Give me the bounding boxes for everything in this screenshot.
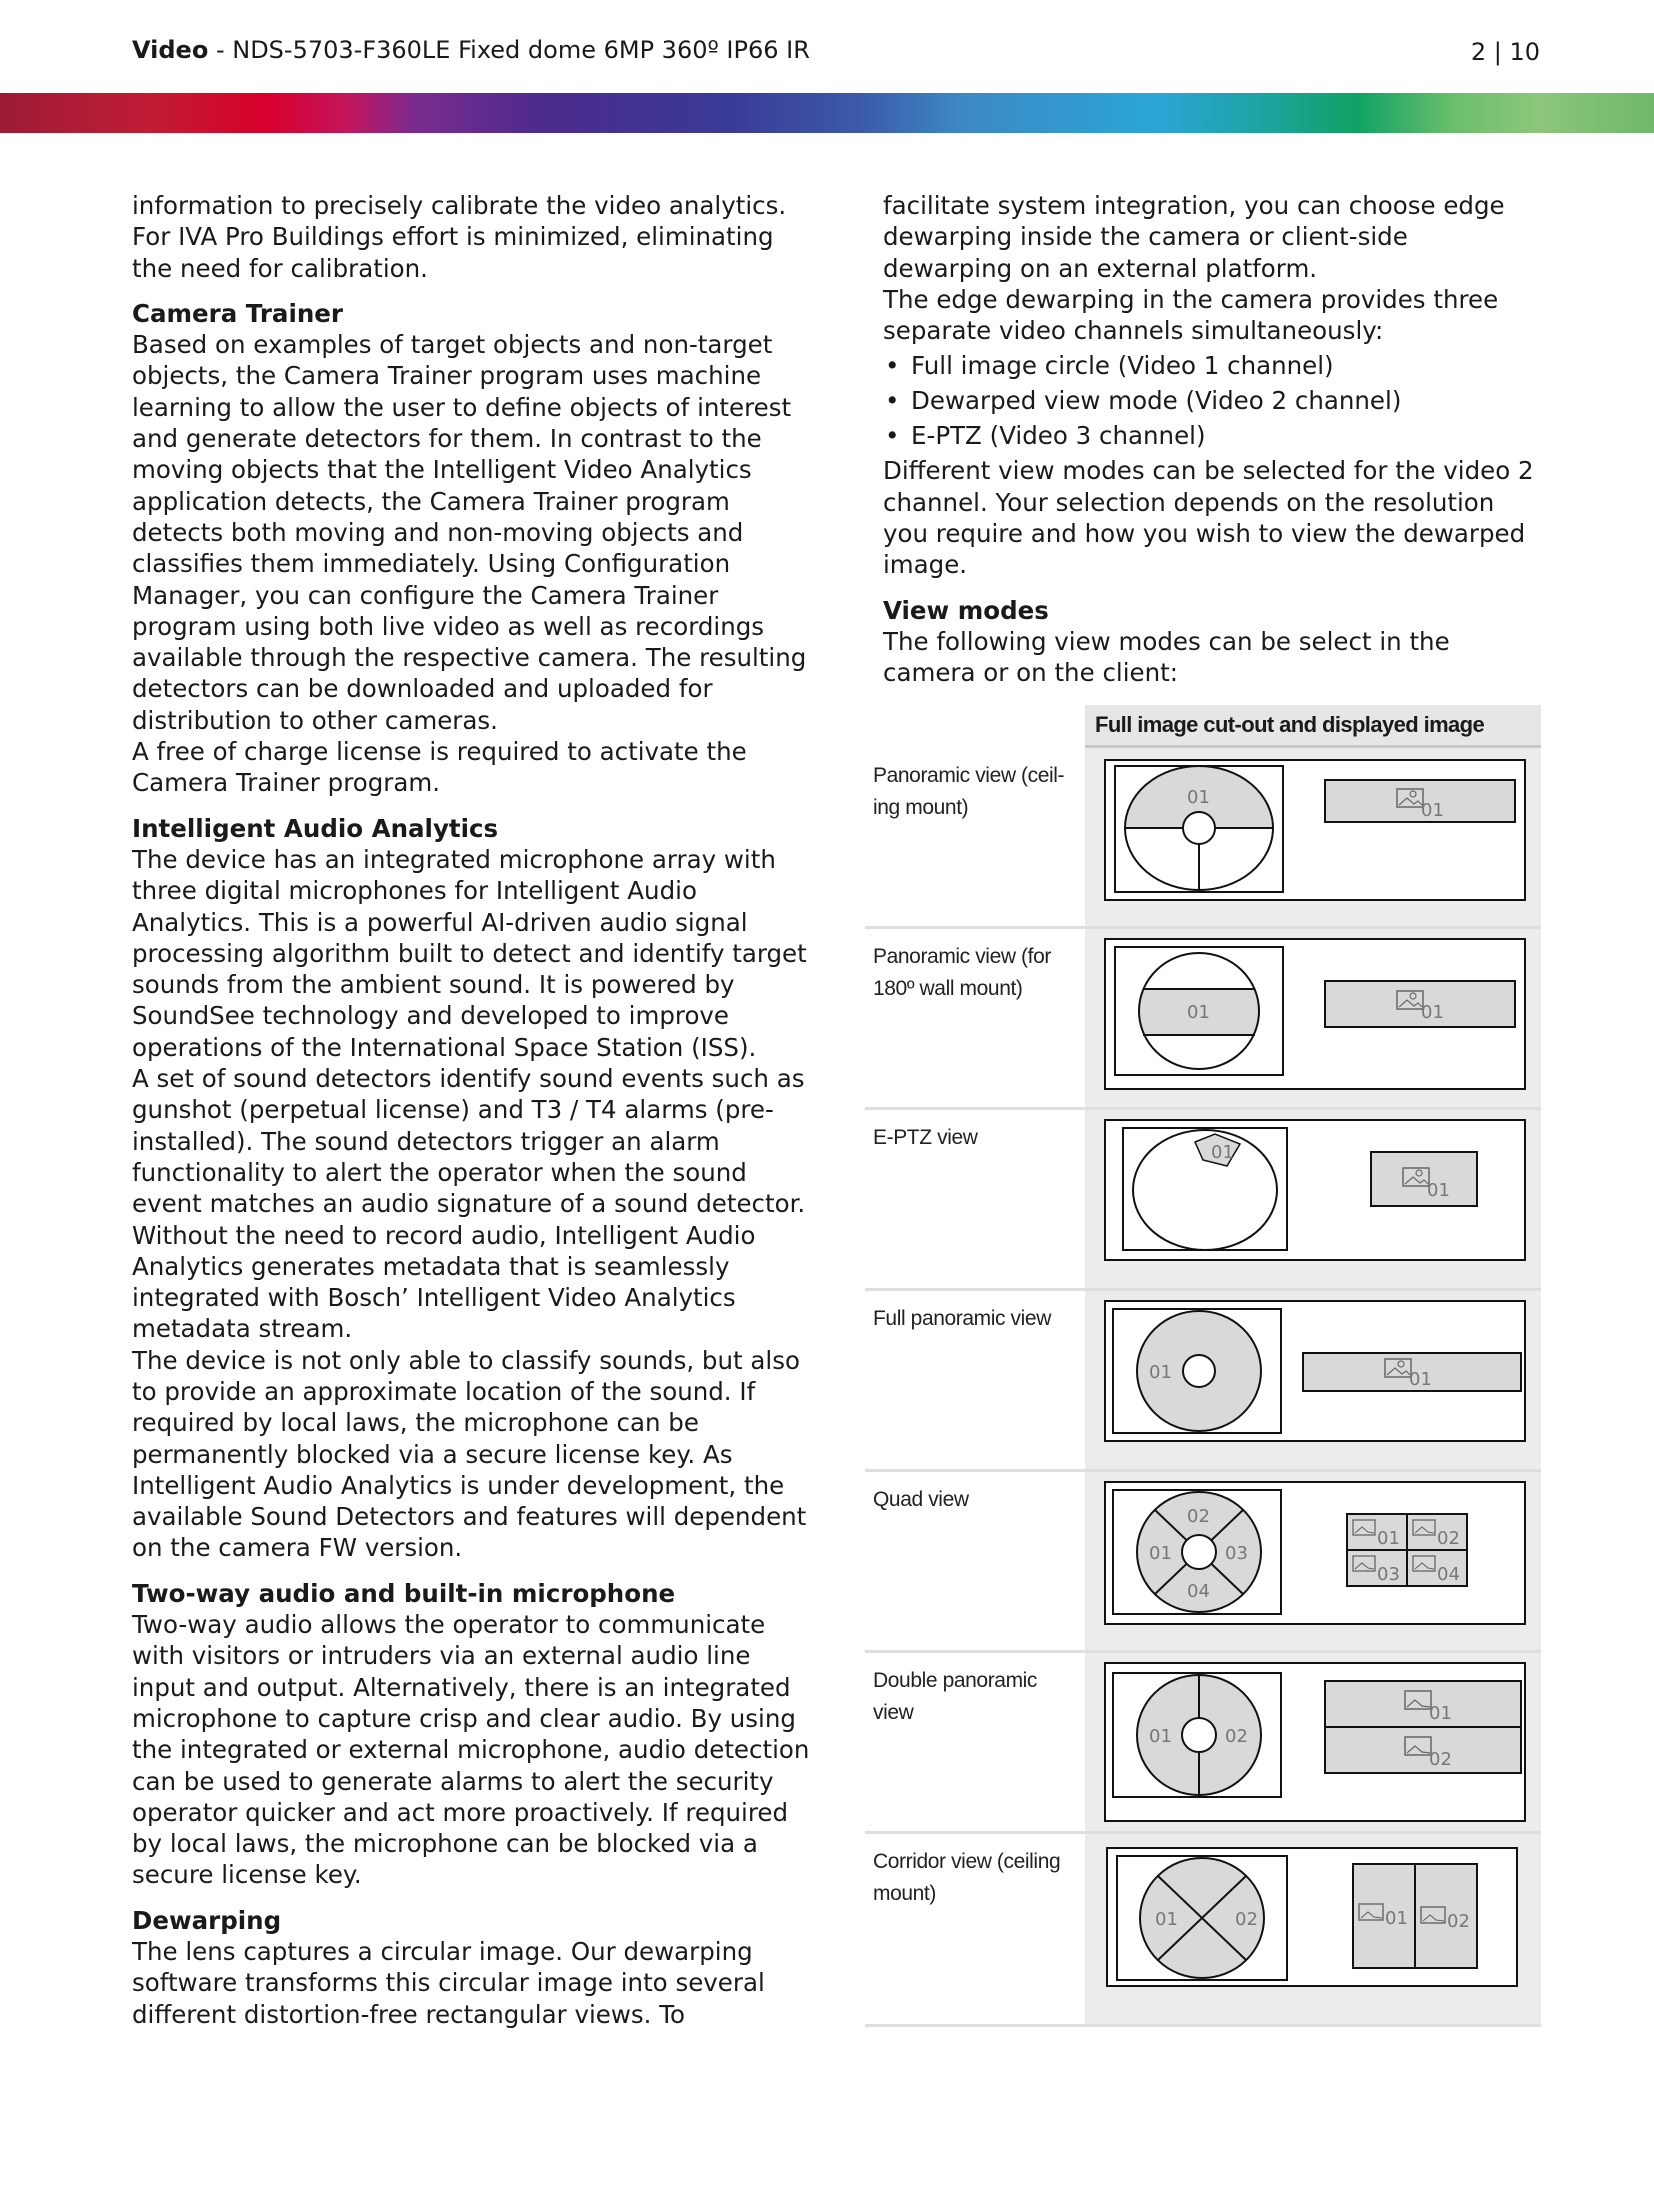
view-diagram-cell — [1085, 1472, 1541, 1650]
view-diagram-cell — [1085, 1834, 1541, 2024]
brand-color-bar — [0, 93, 1654, 133]
document-title — [132, 36, 810, 64]
table-row — [865, 1291, 1541, 1472]
view-mode-label: E-PTZ view — [873, 1126, 978, 1149]
diagram-mark-label: 01 — [1409, 1369, 1432, 1390]
table-row — [865, 1472, 1541, 1653]
table-row — [865, 748, 1541, 929]
diagram-mark-label: 01 — [1187, 1002, 1210, 1023]
sound-detectors-paragraph: A set of sound detectors identify sound events such as gunshot (perpetual license) and T3 / T4 alarms (pre-installed). The sound detectors trigger an alarm functionality to alert the operator when the sound event matches an audio signature of a sound detector. Without the need to record audio, Intelligent Audio Analytics generates metadata that is seamlessly integrated with Bosch’ Intelligent Video Analytics metadata stream. — [132, 1064, 806, 1344]
list-item: • Full image circle (Video 1 channel) — [883, 348, 1543, 383]
corridor-view-diagram — [1085, 1834, 1541, 2024]
diagram-mark-label: 03 — [1225, 1543, 1248, 1564]
eptz-diagram — [1085, 1110, 1541, 1288]
view-modes-paragraph: The following view modes can be select in the camera or on the client: — [883, 626, 1450, 688]
table-row — [865, 929, 1541, 1110]
diagram-mark-label: 01 — [1385, 1908, 1408, 1929]
view-mode-selection-paragraph: Different view modes can be selected for the video 2 channel. Your selection depends on the resolution you require and how you wish to view the dewarped image. — [883, 456, 1534, 580]
quad-view-diagram — [1085, 1472, 1541, 1650]
two-way-audio-paragraph: Two-way audio allows the operator to communicate with visitors or intruders via an external audio line input and output. Alternatively, there is an integrated microphone to capture crisp and clear audio. By using the integrated or external microphone, audio detection can be used to generate alarms to alert the security operator quicker and act more proactively. If required by local laws, the microphone can be blocked via a secure license key. — [132, 1610, 810, 1890]
dewarping-heading: Dewarping — [132, 1905, 282, 1935]
audio-analytics-heading: Intelligent Audio Analytics — [132, 813, 499, 843]
table-row — [865, 1110, 1541, 1291]
view-diagram-cell — [1085, 1291, 1541, 1469]
diagram-mark-label: 01 — [1427, 1180, 1450, 1201]
view-mode-label: Corridor view (ceiling mount) — [873, 1850, 1061, 1905]
view-diagram-cell — [1085, 1110, 1541, 1288]
diagram-mark-label: 02 — [1225, 1726, 1248, 1747]
diagram-mark-label: 01 — [1149, 1726, 1172, 1747]
intro-paragraph: information to precisely calibrate the video analytics. For IVA Pro Buildings effort is minimized, eliminating the need for calibration. — [132, 191, 787, 283]
list-item: • Dewarped view mode (Video 2 channel) — [883, 383, 1543, 418]
camera-trainer-heading: Camera Trainer — [132, 298, 343, 328]
integration-paragraph: facilitate system integration, you can choose edge dewarping inside the camera or client-side dewarping on an external platform. — [883, 191, 1505, 283]
view-mode-label: Double panoramic view — [873, 1669, 1038, 1724]
doc-title-separator: - — [208, 36, 233, 64]
list-item: • E-PTZ (Video 3 channel) — [883, 418, 1543, 453]
view-diagram-cell — [1085, 929, 1541, 1107]
table-row — [865, 1834, 1541, 2027]
view-mode-label: Full panoramic view — [873, 1307, 1051, 1330]
panoramic-wall-diagram — [1085, 929, 1541, 1107]
sound-location-paragraph: The device is not only able to classify sounds, but also to provide an approximate location of the sound. If required by local laws, the microphone can be permanently blocked via a secure license key. As Intelligent Audio Analytics is under development, the available Sound Detectors and features will dependent on the camera FW version. — [132, 1345, 807, 1563]
doc-category: Video — [132, 36, 209, 64]
view-mode-label: Panoramic view (for 180º wall mount) — [873, 945, 1051, 1000]
view-diagram-cell — [1085, 1653, 1541, 1831]
diagram-mark-label: 01 — [1155, 1909, 1178, 1930]
page-number: 2 | 10 — [1470, 38, 1540, 66]
diagram-mark-label: 01 — [1211, 1142, 1234, 1163]
two-way-audio-heading: Two-way audio and built-in microphone — [132, 1578, 676, 1608]
page-header — [132, 36, 1540, 76]
diagram-mark-label: 01 — [1421, 800, 1444, 821]
diagram-mark-label: 01 — [1149, 1543, 1172, 1564]
dewarping-paragraph: The lens captures a circular image. Our dewarping software transforms this circular image into several different distortion-free rectangular views. To — [132, 1937, 765, 2029]
full-panoramic-diagram — [1085, 1291, 1541, 1469]
diagram-mark-label: 01 — [1377, 1528, 1400, 1549]
diagram-mark-label: 02 — [1187, 1506, 1210, 1527]
diagram-mark-label: 02 — [1235, 1909, 1258, 1930]
panoramic-ceiling-diagram — [1085, 748, 1541, 926]
diagram-mark-label: 02 — [1437, 1528, 1460, 1549]
camera-trainer-paragraph: Based on examples of target objects and non-target objects, the Camera Trainer program uses machine learning to allow the user to define objects of interest and generate detectors for them. In contrast to the moving objects that the Intelligent Video Analytics application detects, the Camera Trainer program detects both moving and non-moving objects and classifies them immediately. Using Configuration Manager, you can configure the Camera Trainer program using both live video as well as recordings available through the respective camera. The resulting detectors can be downloaded and uploaded for distribution to other cameras. — [132, 330, 807, 735]
edge-dewarping-paragraph: The edge dewarping in the camera provides three separate video channels simultaneously: — [883, 284, 1499, 346]
diagram-mark-label: 01 — [1421, 1002, 1444, 1023]
view-diagram-cell — [1085, 748, 1541, 926]
table-header: Full image cut-out and displayed image — [1085, 705, 1541, 748]
audio-analytics-paragraph: The device has an integrated microphone array with three digital microphones for Intelligent Audio Analytics. This is a powerful AI-driven audio signal processing algorithm built to detect and identify target sounds from the ambient sound. It is powered by SoundSee technology and developed to improve operations of the International Space Station (ISS). — [132, 844, 807, 1062]
diagram-mark-label: 01 — [1149, 1362, 1172, 1383]
diagram-mark-label: 01 — [1429, 1703, 1452, 1724]
view-mode-label: Panoramic view (ceil-ing mount) — [873, 764, 1065, 819]
table-row — [865, 1653, 1541, 1834]
view-mode-label: Quad view — [873, 1488, 969, 1511]
view-modes-table — [865, 705, 1541, 2027]
doc-product-name: NDS-5703-F360LE Fixed dome 6MP 360º IP66 IR — [232, 36, 810, 64]
diagram-mark-label: 02 — [1447, 1911, 1470, 1932]
camera-trainer-license-paragraph: A free of charge license is required to activate the Camera Trainer program. — [132, 737, 747, 798]
diagram-mark-label: 04 — [1437, 1564, 1460, 1585]
left-column — [132, 190, 812, 2030]
diagram-mark-label: 01 — [1187, 787, 1210, 808]
view-modes-heading: View modes — [883, 595, 1049, 625]
diagram-mark-label: 02 — [1429, 1749, 1452, 1770]
video-channel-list — [883, 348, 1543, 453]
right-column — [883, 190, 1543, 689]
diagram-mark-label: 03 — [1377, 1564, 1400, 1585]
double-panoramic-diagram — [1085, 1653, 1541, 1831]
diagram-mark-label: 04 — [1187, 1581, 1210, 1602]
